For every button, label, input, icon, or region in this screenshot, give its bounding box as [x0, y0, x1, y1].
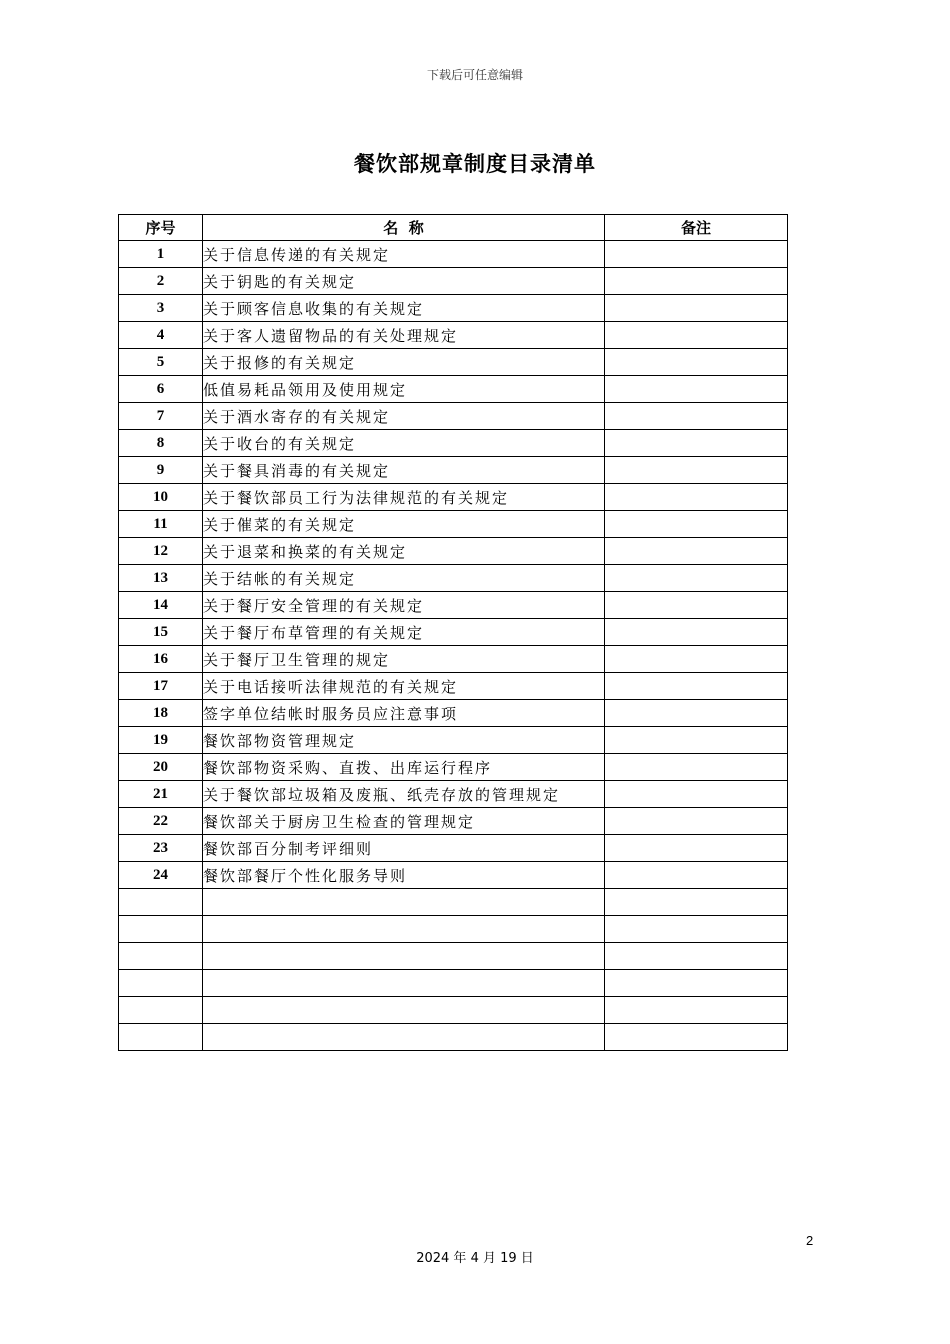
- row-remarks: [605, 700, 788, 727]
- table-row: [119, 430, 788, 457]
- row-remarks: [605, 484, 788, 511]
- row-regulation-name: 关于餐厅布草管理的有关规定: [203, 619, 605, 646]
- row-remarks: [605, 538, 788, 565]
- row-regulation-name: 关于退菜和换菜的有关规定: [203, 538, 605, 565]
- row-regulation-name: 关于结帐的有关规定: [203, 565, 605, 592]
- row-serial-number: 15: [119, 619, 203, 646]
- row-serial-number: 24: [119, 862, 203, 889]
- row-regulation-name: [203, 943, 605, 970]
- row-regulation-name: 餐饮部关于厨房卫生检查的管理规定: [203, 808, 605, 835]
- row-serial-number: [119, 1024, 203, 1051]
- row-serial-number: 5: [119, 349, 203, 376]
- row-regulation-name: 关于餐具消毒的有关规定: [203, 457, 605, 484]
- table-row: [119, 862, 788, 889]
- row-serial-number: 6: [119, 376, 203, 403]
- row-serial-number: [119, 997, 203, 1024]
- table-row: [119, 457, 788, 484]
- row-regulation-name: 关于餐厅安全管理的有关规定: [203, 592, 605, 619]
- table-row: [119, 943, 788, 970]
- row-serial-number: 18: [119, 700, 203, 727]
- row-serial-number: 14: [119, 592, 203, 619]
- row-remarks: [605, 592, 788, 619]
- row-regulation-name: 低值易耗品领用及使用规定: [203, 376, 605, 403]
- table-row: [119, 403, 788, 430]
- table-row: [119, 511, 788, 538]
- row-regulation-name: 关于报修的有关规定: [203, 349, 605, 376]
- row-remarks: [605, 808, 788, 835]
- table-row: [119, 619, 788, 646]
- row-remarks: [605, 889, 788, 916]
- header-note: 下载后可任意编辑: [426, 68, 523, 82]
- table-row: [119, 592, 788, 619]
- row-serial-number: 12: [119, 538, 203, 565]
- table-row: [119, 241, 788, 268]
- row-regulation-name: 关于顾客信息收集的有关规定: [203, 295, 605, 322]
- row-serial-number: 17: [119, 673, 203, 700]
- row-regulation-name: 关于收台的有关规定: [203, 430, 605, 457]
- row-regulation-name: 关于酒水寄存的有关规定: [203, 403, 605, 430]
- table-row: [119, 916, 788, 943]
- row-serial-number: 21: [119, 781, 203, 808]
- header-serial-number: 序号: [119, 215, 203, 241]
- table-row: [119, 754, 788, 781]
- row-regulation-name: 餐饮部物资管理规定: [203, 727, 605, 754]
- row-serial-number: 23: [119, 835, 203, 862]
- row-remarks: [605, 619, 788, 646]
- table-row: [119, 970, 788, 997]
- row-serial-number: 2: [119, 268, 203, 295]
- footer-date: 2024 年 4 月 19 日: [416, 1251, 534, 1266]
- row-remarks: [605, 943, 788, 970]
- row-remarks: [605, 997, 788, 1024]
- row-serial-number: [119, 943, 203, 970]
- row-remarks: [605, 511, 788, 538]
- row-regulation-name: [203, 1024, 605, 1051]
- regulation-catalog-table: [118, 214, 788, 1051]
- row-remarks: [605, 430, 788, 457]
- row-remarks: [605, 376, 788, 403]
- row-serial-number: [119, 889, 203, 916]
- row-serial-number: 20: [119, 754, 203, 781]
- row-remarks: [605, 322, 788, 349]
- table-row: [119, 484, 788, 511]
- row-remarks: [605, 754, 788, 781]
- row-regulation-name: 关于餐饮部垃圾箱及废瓶、纸壳存放的管理规定: [203, 781, 605, 808]
- row-remarks: [605, 403, 788, 430]
- row-regulation-name: [203, 970, 605, 997]
- row-regulation-name: [203, 889, 605, 916]
- row-remarks: [605, 781, 788, 808]
- table-row: [119, 565, 788, 592]
- table-row: [119, 646, 788, 673]
- table-row: [119, 673, 788, 700]
- row-regulation-name: 关于餐饮部员工行为法律规范的有关规定: [203, 484, 605, 511]
- table-row: [119, 268, 788, 295]
- row-regulation-name: 关于催菜的有关规定: [203, 511, 605, 538]
- row-serial-number: 8: [119, 430, 203, 457]
- table-body: [119, 241, 788, 1051]
- row-regulation-name: [203, 997, 605, 1024]
- row-serial-number: 4: [119, 322, 203, 349]
- row-serial-number: 10: [119, 484, 203, 511]
- row-regulation-name: 关于电话接听法律规范的有关规定: [203, 673, 605, 700]
- row-serial-number: 11: [119, 511, 203, 538]
- row-serial-number: 7: [119, 403, 203, 430]
- header-name: 名 称: [203, 215, 605, 241]
- row-serial-number: 3: [119, 295, 203, 322]
- row-regulation-name: [203, 916, 605, 943]
- table-row: [119, 727, 788, 754]
- table-row: [119, 889, 788, 916]
- row-regulation-name: 关于客人遗留物品的有关处理规定: [203, 322, 605, 349]
- row-serial-number: 9: [119, 457, 203, 484]
- row-remarks: [605, 727, 788, 754]
- document-title: 餐饮部规章制度目录清单: [354, 152, 596, 176]
- row-regulation-name: 餐饮部物资采购、直拨、出库运行程序: [203, 754, 605, 781]
- row-remarks: [605, 268, 788, 295]
- row-regulation-name: 餐饮部餐厅个性化服务导则: [203, 862, 605, 889]
- row-serial-number: 16: [119, 646, 203, 673]
- row-regulation-name: 签字单位结帐时服务员应注意事项: [203, 700, 605, 727]
- row-regulation-name: 餐饮部百分制考评细则: [203, 835, 605, 862]
- row-regulation-name: 关于钥匙的有关规定: [203, 268, 605, 295]
- table-row: [119, 1024, 788, 1051]
- row-remarks: [605, 565, 788, 592]
- row-remarks: [605, 457, 788, 484]
- row-remarks: [605, 862, 788, 889]
- row-remarks: [605, 349, 788, 376]
- table-row: [119, 349, 788, 376]
- table-row: [119, 781, 788, 808]
- row-serial-number: 13: [119, 565, 203, 592]
- table-row: [119, 538, 788, 565]
- row-remarks: [605, 241, 788, 268]
- table-row: [119, 376, 788, 403]
- row-remarks: [605, 970, 788, 997]
- row-serial-number: [119, 970, 203, 997]
- row-remarks: [605, 646, 788, 673]
- row-regulation-name: 关于餐厅卫生管理的规定: [203, 646, 605, 673]
- table-row: [119, 322, 788, 349]
- table-row: [119, 835, 788, 862]
- page-number: 2: [806, 1233, 814, 1248]
- row-serial-number: 19: [119, 727, 203, 754]
- row-regulation-name: 关于信息传递的有关规定: [203, 241, 605, 268]
- table-header-row: [119, 215, 788, 241]
- table-row: [119, 808, 788, 835]
- row-serial-number: 1: [119, 241, 203, 268]
- row-remarks: [605, 916, 788, 943]
- row-serial-number: [119, 916, 203, 943]
- table-row: [119, 700, 788, 727]
- table-row: [119, 997, 788, 1024]
- row-remarks: [605, 835, 788, 862]
- row-remarks: [605, 673, 788, 700]
- row-serial-number: 22: [119, 808, 203, 835]
- row-remarks: [605, 1024, 788, 1051]
- table-row: [119, 295, 788, 322]
- header-remarks: 备注: [605, 215, 788, 241]
- row-remarks: [605, 295, 788, 322]
